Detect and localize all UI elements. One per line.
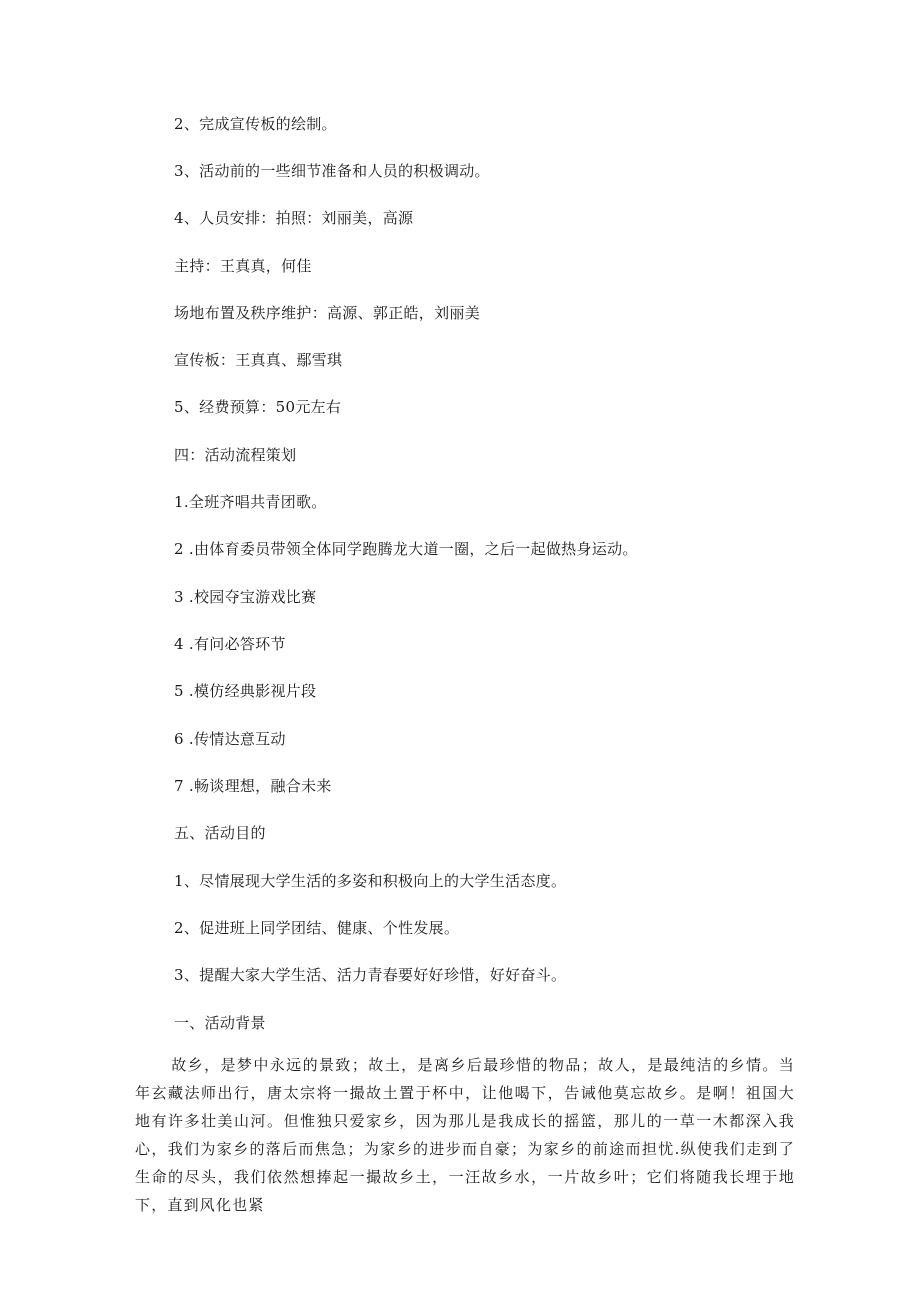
doc-line-3: 4、人员安排：拍照：刘丽美，高源 bbox=[174, 209, 414, 227]
doc-line-17: 1、尽情展现大学生活的多姿和积极向上的大学生活态度。 bbox=[174, 872, 567, 890]
doc-line-11: 3 .校园夺宝游戏比赛 bbox=[174, 588, 317, 606]
paragraph-text: 故乡，是梦中永远的景致；故土，是离乡后最珍惜的物品；故人，是最纯洁的乡情。当年玄藏法师出行，唐太宗将一撮故土置于杯中，让他喝下，告诫他莫忘故乡。是啊！祖国大地有许多壮美山河。但惟独只爱家乡，因为那儿是我成长的摇篮，那儿的一草一木都深入我心，我们为家乡的落后而焦急；为家乡的进步而自豪；为家乡的前途而担忧.纵使我们走到了生命的尽头，我们依然想捧起一撮故乡土，一汪故乡水，一片故乡叶；它们将随我长埋于地下，直到风化也紧 bbox=[135, 1056, 795, 1214]
doc-line-10: 2 .由体育委员带领全体同学跑腾龙大道一圈，之后一起做热身运动。 bbox=[174, 540, 638, 558]
doc-line-1: 2、完成宣传板的绘制。 bbox=[174, 115, 337, 133]
doc-line-19: 3、提醒大家大学生活、活力青春要好好珍惜，好好奋斗。 bbox=[174, 966, 567, 984]
doc-line-4: 主持：王真真，何佳 bbox=[174, 257, 312, 275]
doc-line-6: 宣传板：王真真、鄢雪琪 bbox=[174, 351, 343, 369]
section-heading-1: 一、活动背景 bbox=[174, 1014, 266, 1032]
doc-line-2: 3、活动前的一些细节准备和人员的积极调动。 bbox=[174, 162, 490, 180]
doc-line-7: 5、经费预算：50元左右 bbox=[174, 398, 342, 416]
doc-line-9: 1.全班齐唱共青团歌。 bbox=[174, 493, 327, 511]
doc-line-5: 场地布置及秩序维护：高源、郭正皓，刘丽美 bbox=[174, 304, 481, 322]
section-heading-4: 四：活动流程策划 bbox=[174, 446, 297, 464]
doc-line-12: 4 .有问必答环节 bbox=[174, 635, 286, 653]
doc-line-15: 7 .畅谈理想，融合未来 bbox=[174, 777, 332, 795]
doc-line-14: 6 .传情达意互动 bbox=[174, 730, 286, 748]
background-paragraph bbox=[135, 1051, 795, 1219]
doc-line-13: 5 .模仿经典影视片段 bbox=[174, 682, 317, 700]
section-heading-5: 五、活动目的 bbox=[174, 824, 266, 842]
doc-line-18: 2、促进班上同学团结、健康、个性发展。 bbox=[174, 919, 460, 937]
